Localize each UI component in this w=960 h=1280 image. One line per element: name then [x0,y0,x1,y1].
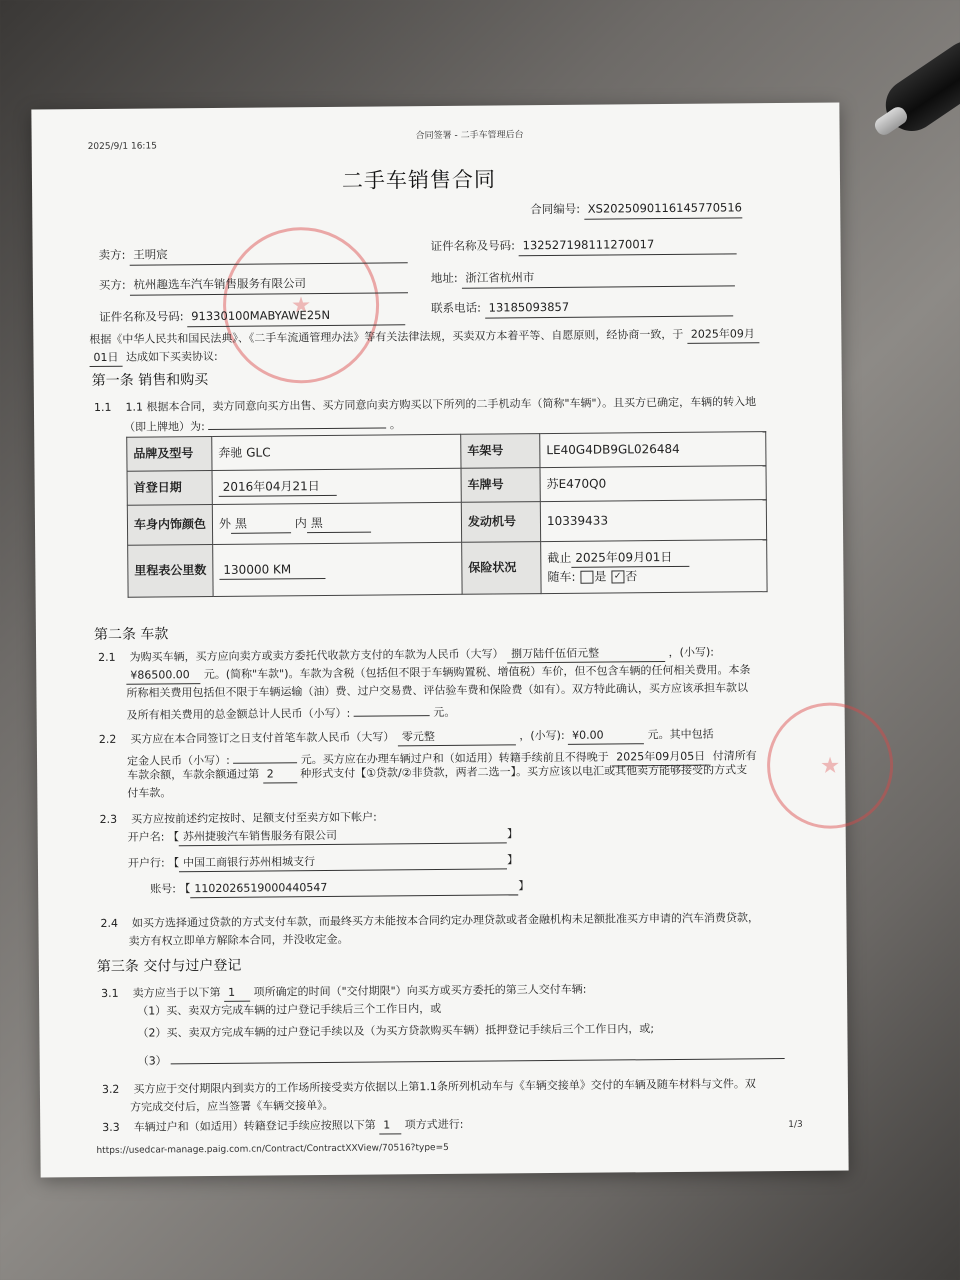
clause-3-2-text-a: 买方应于交付期限内到卖方的工作场所接受卖方依据以上第1.1条所列机动车与《车辆交接单》交付的车辆及随车材料与文件。双 [133,1077,756,1096]
color-label: 车身内饰颜色 [127,504,212,545]
clause-1-1-num: 1.1 [93,400,112,415]
contract-page [31,102,848,1177]
payee-name: 苏州捷骏汽车销售服务有限公司 [179,825,507,846]
clause-3-3-text-b: 项方式进行: [404,1117,464,1132]
clause-3-1-option-3-label: （3） [137,1054,167,1068]
vin-label: 车架号 [461,434,540,469]
bank-row [128,851,518,872]
insurance-label: 保险状况 [462,542,541,595]
clause-3-1-num: 3.1 [101,986,119,1000]
interior-label: 内 [294,515,307,530]
article-2-title: 第二条 车款 [93,626,169,644]
footer-url: https://usedcar-manage.paig.com.cn/Contract/ContractXXView/70516?type=5 [96,1142,449,1157]
article-3-title: 第三条 交付与过户登记 [96,957,242,976]
exterior-color: 黑 [231,514,291,534]
clause-1-1-text: 1.1 根据本合同，卖方同意向买方出售、买方同意向卖方购买以下所列的二手机动车（简称"车辆"）。且买方已确定，车辆的转入地 [125,395,757,414]
registration-city-blank [208,412,386,430]
clause-3-3-text-a: 车辆过户和（如适用）转籍登记手续应按照以下第 [133,1118,376,1134]
mileage-label: 里程表公里数 [128,544,213,597]
clause-2-4-line-1 [100,909,759,932]
brand-label: 品牌及型号 [127,436,212,471]
payee-bracket-left: 【 [167,830,179,844]
clause-2-2-text-f: 付清所有 [712,749,757,763]
option-3-blank [170,1043,784,1064]
vin-value: LE40G4DB9GL026484 [540,432,766,468]
clause-2-4-text-a: 如买方选择通过贷款的方式支付车款，而最终买方未能按本合同约定办理贷款或者金融机构未足额批准买方申请的汽车消费贷款， [131,911,759,930]
account-bracket-left: 【 [179,882,191,896]
clause-2-1-text-f: 元。 [433,705,456,720]
checkbox-no-checked[interactable]: ✓ [611,570,624,583]
clause-1-1-text-2: （即上牌地）为: [124,420,205,434]
clause-2-2-text-c: 元。其中包括 [647,727,714,742]
address-row [431,267,735,288]
seller-id: 132527198111270017 [519,235,737,256]
print-datetime: 2025/9/1 16:15 [87,141,157,153]
contract-title: 二手车销售合同 [341,167,497,193]
payee-label: 开户名: [127,830,165,844]
contract-number-label: 合同编号: [530,201,581,217]
clause-1-1-period: 。 [389,418,401,432]
plate-value: 苏E470Q0 [540,466,766,502]
buyer-name: 杭州趣选车汽车销售服务有限公司 [129,274,407,295]
account-row [150,877,529,898]
clause-3-1-line-1 [101,981,586,1003]
intro-line [89,325,759,349]
seller-name: 王明宸 [129,244,407,265]
first-payment-lower: ¥0.00 [568,726,644,745]
clause-2-1-num: 2.1 [98,650,116,664]
seller-id-row [430,235,736,256]
interior-color: 黑 [307,513,371,533]
intro-date-day: 01日 [89,349,122,367]
account-number: 1102026519000440547 [190,877,518,898]
payee-row [128,825,518,846]
buyer-id-label: 证件名称及号码: [99,309,184,324]
article-1-title: 第一条 销售和购买 [91,372,209,390]
price-lower: ¥86500.00 [126,666,200,685]
clause-2-1-line-3: 所称相关费用包括但不限于车辆运输（油）费、过户交易费、评估验车费和保险费（如有）。双方特此确认，买方应该承担车款以 [126,681,748,700]
delivery-item: 1 [224,984,250,1002]
insurance-until: 2025年09月01日 [571,548,689,568]
insurance-until-label: 截止 [547,550,572,566]
clause-3-1-text-b: 项所确定的时间（"交付期限"）向买方或买方委托的第三人交付车辆: [253,982,587,999]
insurance-follow-label: 随车: [547,569,576,585]
first-payment-upper: 零元整 [398,727,516,746]
checkbox-no-label: 否 [625,569,638,584]
clause-2-2-text-a: 买方应在本合同签订之日支付首笔车款人民币（大写） [130,730,395,746]
buyer-id-row [99,306,405,327]
print-site-title: 合同签署 - 二手车管理后台 [415,130,524,142]
contract-number-row [530,199,742,220]
reg-date-value: 2016年04月21日 [219,477,337,498]
transfer-item: 1 [379,1116,401,1134]
clause-2-2-num: 2.2 [98,732,117,746]
price-upper: 捌万陆仟伍佰元整 [507,644,665,663]
page-number: 1/3 [788,1119,803,1130]
clause-2-1-line-4 [127,700,456,724]
clause-2-3-line-1 [99,809,376,828]
engine-value: 10339433 [540,500,766,542]
seller-row [99,244,408,266]
clause-2-1-text-e: 及所有相关费用的总金额总计人民币（小写）: [126,706,351,722]
deposit-blank [233,747,297,764]
bank-label: 开户行: [127,856,165,870]
payment-method: 2 [263,765,297,783]
engine-label: 发动机号 [461,502,540,543]
clause-3-3-line-1 [102,1116,463,1137]
intro-date: 2025年09月 [687,325,759,344]
clause-2-3-num: 2.3 [99,812,118,826]
bank-bracket-right: 】 [507,853,519,867]
clause-2-2-text-b: ，(小写): [519,728,565,743]
checkbox-yes[interactable] [580,571,593,584]
vehicle-info-table [126,431,767,598]
clause-2-2-text-h: 种形式支付【①贷款/②非贷款，两者二选一】。买方应该以电汇或其他卖方能够接受的方式支 [300,763,748,781]
bank-bracket-left: 【 [168,856,180,870]
total-amount-blank [354,700,430,717]
clause-3-2-line-1 [102,1075,756,1098]
account-bracket-right: 】 [518,879,530,893]
exterior-label: 外 [218,516,232,531]
intro-line-2 [89,348,217,367]
clause-2-2-text-d: 定金人民币（小写）: [126,753,230,768]
buyer-id: 91330100MABYAWE25N [187,306,405,327]
clause-2-4-num: 2.4 [100,916,119,930]
seller-id-label: 证件名称及号码: [430,238,515,254]
phone-row [431,297,733,318]
payee-bracket-right: 】 [506,827,518,841]
clause-2-3-text: 买方应按前述约定按时、足额支付至卖方如下帐户: [130,810,377,826]
clause-3-1-option-2: （2）买、卖双方完成车辆的过户登记手续以及（为买方贷款购买车辆）抵押登记手续后三个工作日内，或; [137,1022,655,1040]
intro-text: 根据《中华人民共和国民法典》、《二手车流通管理办法》等有关法律法规，买卖双方本着平等、自愿原则，经协商一致，于 [89,327,684,347]
mileage-value: 130000 KM [219,560,325,581]
clause-3-2-num: 3.2 [101,1082,120,1096]
intro-tail: 达成如下买卖协议: [125,349,218,364]
clause-2-1-text-b: ，(小写): [668,645,714,660]
clause-3-1-option-3 [138,1043,785,1070]
clause-1-1-line-2 [124,412,401,435]
clause-2-2-text-g: 车款余额，车款余额通过第 [127,767,260,782]
phone: 13185093857 [485,297,733,318]
address: 浙江省杭州市 [461,267,734,288]
plate-label: 车牌号 [461,468,540,503]
account-label: 账号: [150,882,176,896]
checkbox-yes-label: 是 [594,569,607,584]
red-seal-stamp-right [767,702,894,829]
bank-name: 中国工商银行苏州相城支行 [179,851,507,872]
address-label: 地址: [430,270,458,286]
clause-3-3-num: 3.3 [102,1120,120,1134]
reg-date-label: 首登日期 [127,470,212,505]
clause-1-1-line-1 [94,393,756,416]
clause-2-1-text-c: 元。(简称"车款")。车款为含税（包括但不限于车辆购置税、增值税）车价，但不包含车辆的任何相关费用。本条 [203,663,751,682]
seller-label: 卖方: [98,247,126,262]
clause-3-2-line-2: 方完成交付后，应当签署《车辆交接单》。 [130,1098,334,1114]
buyer-label: 买方: [98,277,126,292]
phone-label: 联系电话: [431,300,482,316]
clause-2-4-line-2: 卖方有权立即单方解除本合同，并没收定金。 [128,932,349,948]
clause-2-2-text-e: 元。买方应在办理车辆过户和（如适用）转籍手续前且不得晚于 [300,750,609,767]
contract-number: XS2025090116145770516 [584,199,742,219]
clause-3-1-option-1: （1）买、卖双方完成车辆的过户登记手续后三个工作日内，或 [137,1002,442,1018]
clause-2-1-text-a: 为购买车辆，买方应向卖方或卖方委托代收款方支付的车款为人民币（大写） [129,647,504,664]
buyer-row [99,274,408,296]
balance-deadline: 2025年09月05日 [612,748,709,767]
clause-3-1-text-a: 卖方应当于以下第 [132,985,221,1000]
brand-value: 奔驰 GLC [212,434,461,470]
clause-2-2-line-4: 付车款。 [127,786,172,800]
